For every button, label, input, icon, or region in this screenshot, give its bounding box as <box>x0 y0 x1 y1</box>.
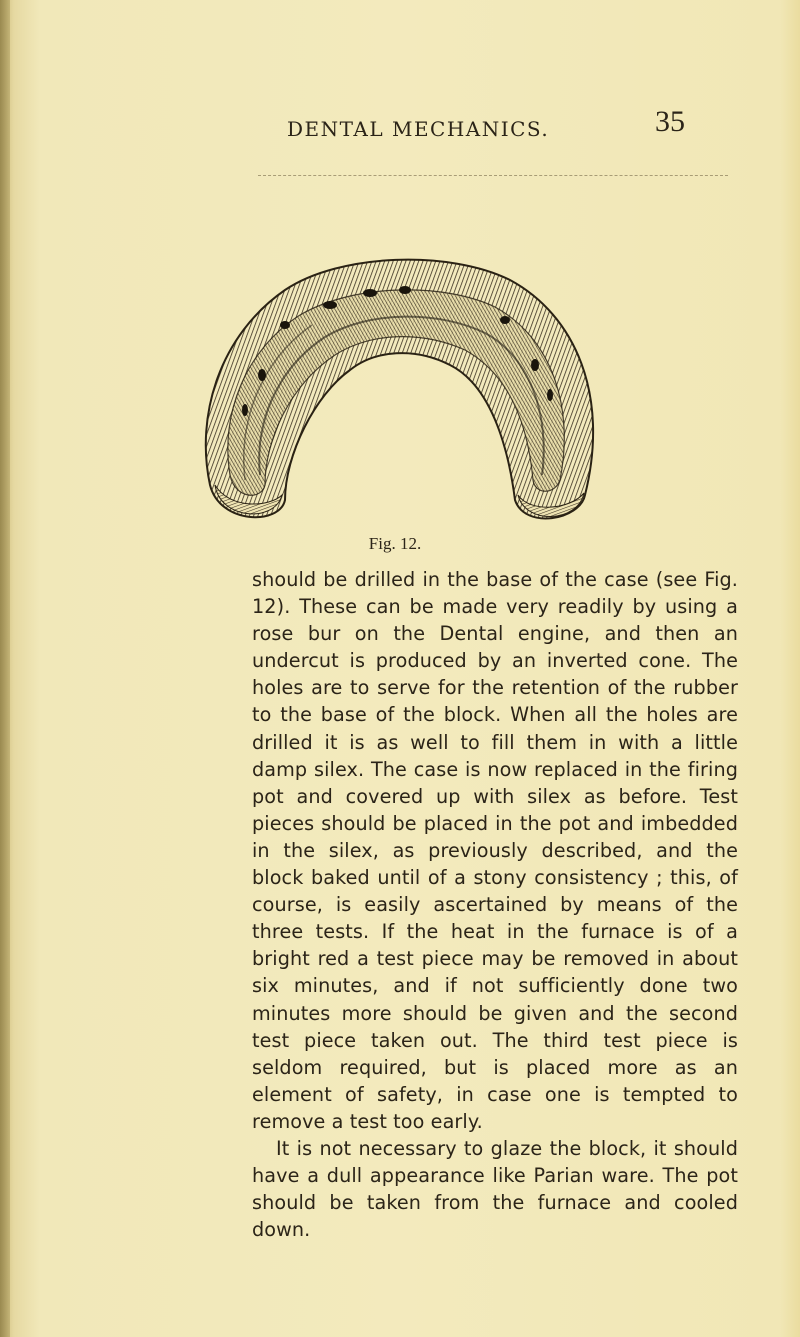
body-text <box>252 566 738 1243</box>
dental-block-illustration <box>190 245 610 530</box>
paragraph: should be drilled in the base of the case (see Fig. 12). These can be made very readily by using a rose bur on the Dental engine, and then an undercut is produced by an inverted cone. The holes are to serve for the retention of the rubber to the base of the block. When all the holes are drilled it is as well to fill them in with a little damp silex. The case is now replaced in the firing pot and covered up with silex as before. Test pieces should be placed in the pot and imbedded in the silex, as previously described, and the block baked until of a stony consistency ; this, of course, is easily ascertained by means of the three tests. If the heat in the furnace is of a bright red a test piece may be removed in about six minutes, and if not sufficiently done two minutes more should be given and the second test piece taken out. The third test piece is seldom required, but is placed more as an element of safety, in case one is tempted to remove a test too early. <box>252 568 738 1133</box>
figure-caption: Fig. 12. <box>368 534 422 553</box>
header-rule <box>258 175 728 177</box>
running-title: DENTAL MECHANICS. <box>287 117 550 141</box>
page-number: 35 <box>655 105 685 138</box>
running-head <box>260 105 700 147</box>
paragraph: It is not necessary to glaze the block, it should have a dull appearance like Parian ware. The pot should be taken from the furnace and cooled down. <box>252 1136 738 1242</box>
book-spine-shadow <box>0 0 10 1337</box>
